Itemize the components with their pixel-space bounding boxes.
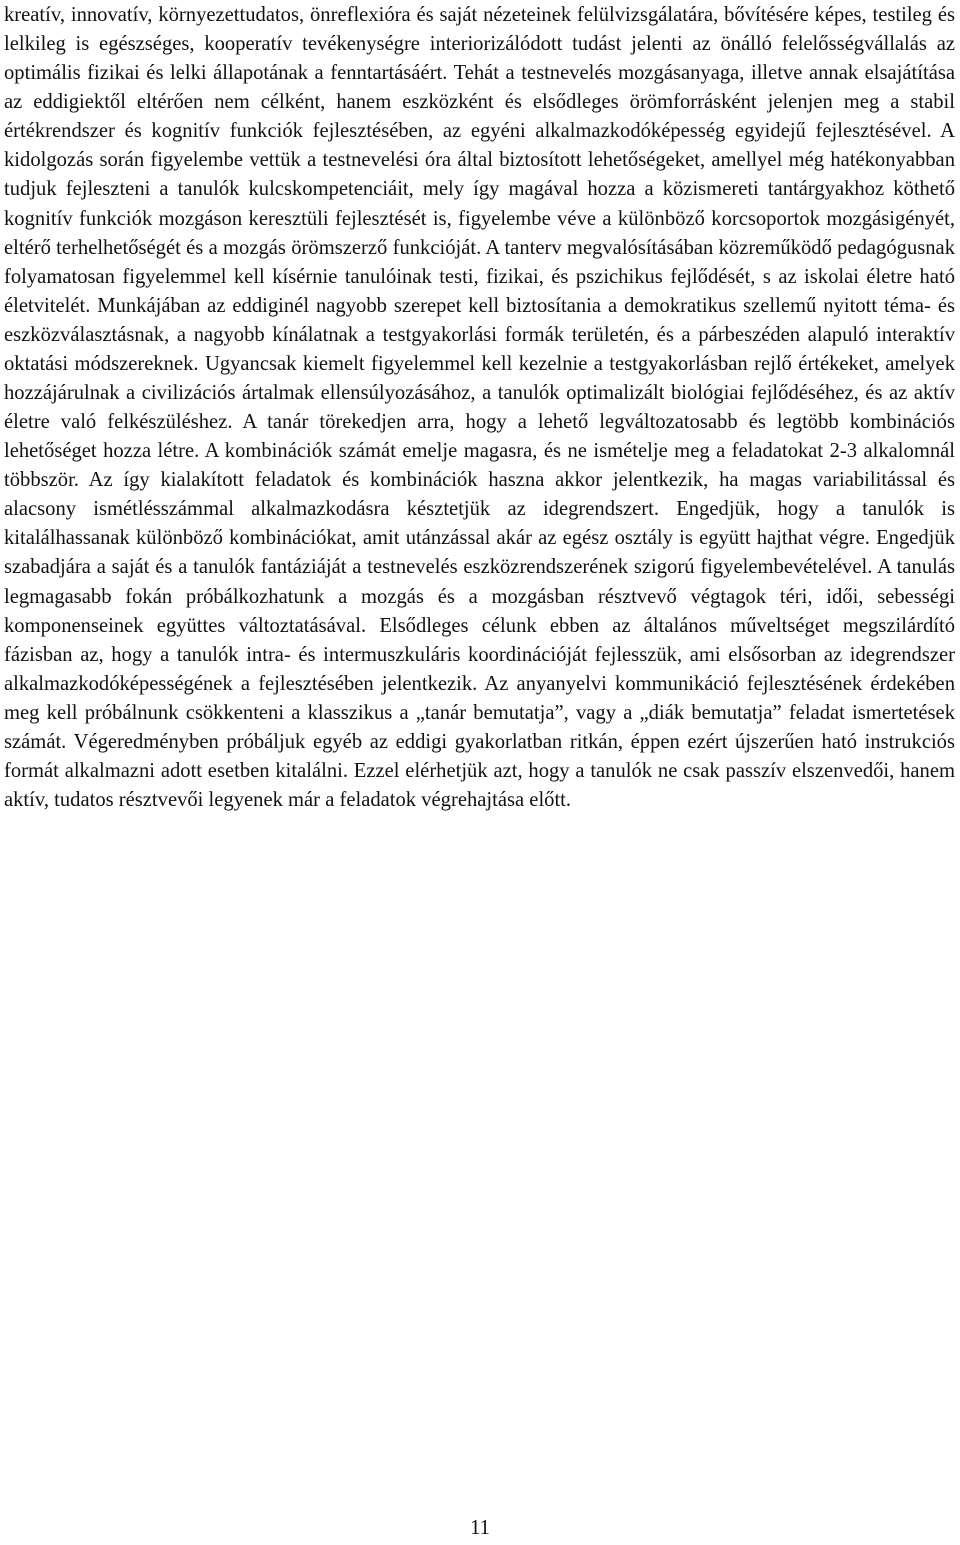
body-paragraph: kreatív, innovatív, környezettudatos, önreflexióra és saját nézeteinek felülvizsgálatára, bővítésére képes, testileg és lelkileg is egészséges, kooperatív tevékenységre interiorizálódott tudást jelenti az önálló felelősségvállalás az optimális fizikai és lelki állapotának a fenntartásáért. Tehát a testnevelés mozgásanyaga, illetve annak elsajátítása az eddigiektől eltérően nem célként, hanem eszközként és elsődleges örömforrásként jelenjen meg a stabil értékrendszer és kognitív funkciók fejlesztésében, az egyéni alkalmazkodóképesség egyidejű fejlesztésével. A kidolgozás során figyelembe vettük a testnevelési óra által biztosított lehetőségeket, amellyel még hatékonyabban tudjuk fejleszteni a tanulók kulcskompetenciáit, mely így magával hozza a közismereti tantárgyakhoz köthető kognitív funkciók mozgáson keresztüli fejlesztését is, figyelembe véve a különböző korcsoportok mozgásigényét, eltérő terhelhetőségét és a mozgás örömszerző funkcióját. A tanterv megvalósításában közreműködő pedagógusnak folyamatosan figyelemmel kell kísérnie tanulóinak testi, fizikai, és pszichikus fejlődését, s az iskolai életre ható életvitelét. Munkájában az eddiginél nagyobb szerepet kell biztosítania a demokratikus szellemű nyitott téma- és eszközválasztásnak, a nagyobb kínálatnak a testgyakorlási formák területén, és a párbeszéden alapuló interaktív oktatási módszereknek. Ugyancsak kiemelt figyelemmel kell kezelnie a testgyakorlásban rejlő értékeket, amelyek hozzájárulnak a civilizációs ártalmak ellensúlyozásához, a tanulók optimalizált biológiai fejlődéséhez, és az aktív életre való felkészüléshez. A tanár törekedjen arra, hogy a lehető legváltozatosabb és legtöbb kombinációs lehetőséget hozza létre. A kombinációk számát emelje magasra, és ne ismételje meg a feladatokat 2-3 alkalomnál többször. Az így kialakított feladatok és kombinációk haszna akkor jelentkezik, ha magas variabilitással és alacsony ismétlésszámmal alkalmazkodásra késztetjük az idegrendszert. Engedjük, hogy a tanulók is kitalálhassanak különböző kombinációkat, amit utánzással akár az egész osztály is együtt hajthat végre. Engedjük szabadjára a saját és a tanulók fantáziáját a testnevelés eszközrendszerének szigorú figyelembevételével. A tanulás legmagasabb fokán próbálkozhatunk a mozgás és a mozgásban résztvevő végtagok téri, idői, sebességi komponenseinek együttes változtatásával. Elsődleges célunk ebben az általános műveltséget megszilárdító fázisban az, hogy a tanulók intra- és intermuszkuláris koordinációját fejlesszük, ami elsősorban az idegrendszer alkalmazkodóképességének a fejlesztésében jelentkezik. Az anyanyelvi kommunikáció fejlesztésének érdekében meg kell próbálnunk csökkenteni a klasszikus a „tanár bemutatja”, vagy a „diák bemutatja” feladat ismertetések számát. Végeredményben próbáljuk egyéb az eddigi gyakorlatban ritkán, éppen ezért újszerűen ható instrukciós formát alkalmazni adott esetben kitalálni. Ezzel elérhetjük azt, hogy a tanulók ne csak passzív elszenvedői, hanem aktív, tudatos résztvevői legyenek már a feladatok végrehajtása előtt. — [4, 4, 955, 812]
page-number: 11 — [470, 1517, 490, 1539]
